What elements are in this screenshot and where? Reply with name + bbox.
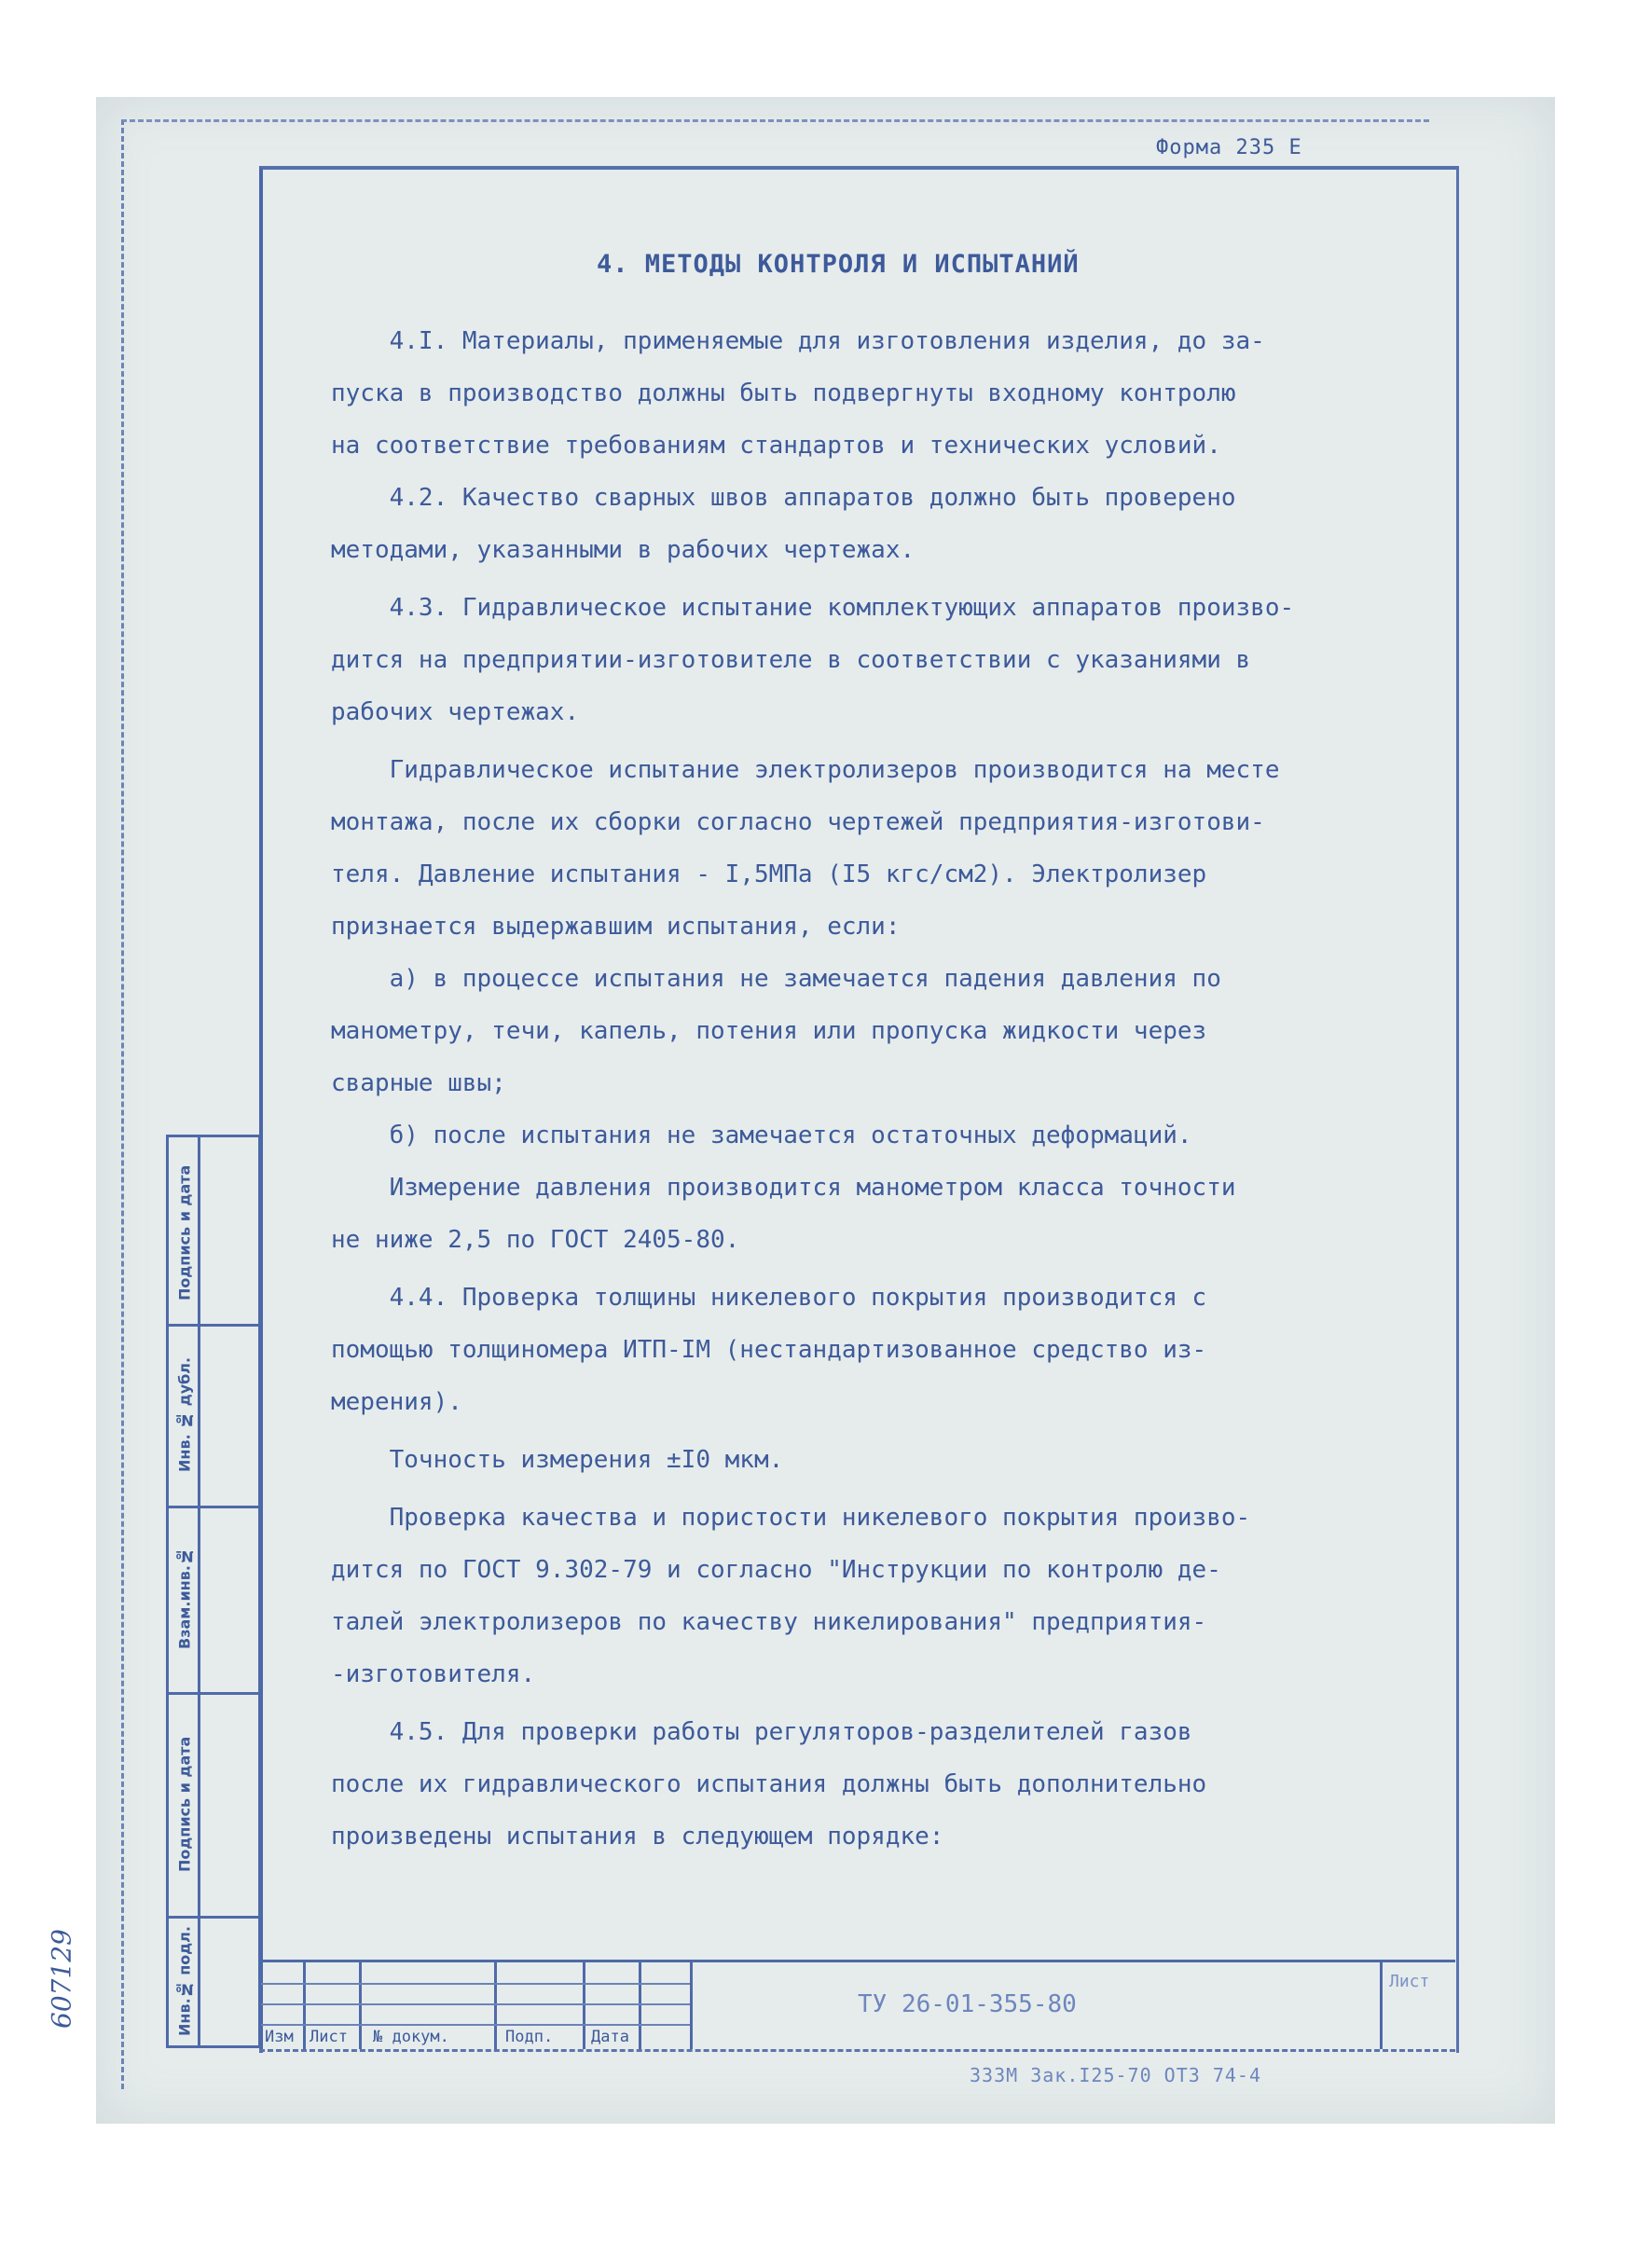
title-block-divider bbox=[583, 1962, 585, 2049]
title-block-izm: Изм bbox=[265, 2028, 294, 2046]
title-block-divider bbox=[494, 1962, 497, 2049]
print-order-note: ЗЗЗМ Зак.I25-70 ОТЗ 74-4 bbox=[970, 2064, 1261, 2086]
form-label: Форма 235 Е bbox=[1156, 136, 1302, 159]
title-block-divider bbox=[639, 1962, 641, 2049]
text-line: дится на предприятии-изготовителе в соответствии с указаниями в bbox=[331, 646, 1251, 674]
title-block-divider bbox=[690, 1962, 693, 2049]
text-line: рабочих чертежах. bbox=[331, 698, 580, 726]
title-block-row-line bbox=[261, 2003, 690, 2005]
text-line: помощью толщиномера ИТП-IМ (нестандартизованное средство из- bbox=[331, 1336, 1207, 1364]
text-line: мерения). bbox=[331, 1388, 462, 1416]
text-line: 4.I. Материалы, применяемые для изготовления изделия, до за- bbox=[331, 327, 1265, 355]
frame-bottom-line bbox=[259, 2049, 1455, 2052]
side-label-vzam-inv: Взам.инв.№ bbox=[175, 1548, 194, 1650]
text-line: Проверка качества и пористости никелевого покрытия произво- bbox=[331, 1504, 1251, 1532]
text-line: дится по ГОСТ 9.302-79 и согласно "Инструкции по контролю де- bbox=[331, 1556, 1221, 1584]
text-line: 4.3. Гидравлическое испытание комплектующих аппаратов произво- bbox=[331, 594, 1295, 622]
text-line: б) после испытания не замечается остаточных деформаций. bbox=[331, 1122, 1192, 1149]
text-line: 4.2. Качество сварных швов аппаратов должно быть проверено bbox=[331, 484, 1236, 512]
side-label-inv-dubl: Инв. № дубл. bbox=[175, 1356, 194, 1473]
side-divider bbox=[169, 1692, 258, 1695]
text-line: теля. Давление испытания - I,5МПа (I5 кгс/см2). Электролизер bbox=[331, 860, 1207, 888]
text-line: произведены испытания в следующем порядке: bbox=[331, 1823, 944, 1851]
text-line: пуска в производство должны быть подвергнуты входному контролю bbox=[331, 379, 1236, 407]
text-line: талей электролизеров по качеству никелирования" предприятия- bbox=[331, 1608, 1207, 1636]
title-block-list: Лист bbox=[310, 2028, 348, 2046]
text-line: Точность измерения ±I0 мкм. bbox=[331, 1446, 784, 1474]
text-line: методами, указанными в рабочих чертежах. bbox=[331, 536, 915, 564]
title-block-divider bbox=[303, 1962, 306, 2049]
text-line: манометру, течи, капель, потения или пропуска жидкости через bbox=[331, 1017, 1207, 1045]
side-divider bbox=[169, 1324, 258, 1327]
text-line: -изготовителя. bbox=[331, 1660, 536, 1688]
title-block bbox=[261, 1960, 1455, 2049]
text-line: признается выдержавшим испытания, если: bbox=[331, 913, 901, 941]
side-label-signature-date: Подпись и дата bbox=[175, 1736, 194, 1872]
text-line: а) в процессе испытания не замечается падения давления по bbox=[331, 965, 1221, 993]
body-text bbox=[331, 315, 1459, 1863]
title-block-row-line bbox=[261, 2024, 690, 2026]
text-line: Гидравлическое испытание электролизеров производится на месте bbox=[331, 756, 1280, 784]
title-block-divider bbox=[359, 1962, 362, 2049]
document-designation: ТУ 26-01-355-80 bbox=[858, 1990, 1077, 2018]
text-line: на соответствие требованиям стандартов и технических условий. bbox=[331, 432, 1221, 460]
title-block-signature: Подп. bbox=[505, 2028, 554, 2046]
section-title: 4. МЕТОДЫ КОНТРОЛЯ И ИСПЫТАНИЙ bbox=[597, 250, 1080, 279]
side-label-signature-date-top: Подпись и дата bbox=[175, 1164, 194, 1301]
title-block-doc-number: № докум. bbox=[373, 2028, 449, 2046]
text-line: сварные швы; bbox=[331, 1069, 506, 1097]
side-stamp-table bbox=[166, 1135, 261, 2048]
title-block-divider bbox=[1380, 1962, 1383, 2049]
side-divider bbox=[169, 1506, 258, 1508]
text-line: 4.5. Для проверки работы регуляторов-разделителей газов bbox=[331, 1718, 1192, 1746]
side-divider bbox=[169, 1916, 258, 1919]
inventory-number-handwritten: 607129 bbox=[46, 1929, 77, 2029]
text-line: не ниже 2,5 по ГОСТ 2405-80. bbox=[331, 1226, 740, 1254]
text-line: монтажа, после их сборки согласно чертежей предприятия-изготови- bbox=[331, 808, 1265, 836]
text-line: после их гидравлического испытания должны быть дополнительно bbox=[331, 1770, 1207, 1798]
title-block-row-line bbox=[261, 1983, 690, 1985]
text-line: 4.4. Проверка толщины никелевого покрытия производится с bbox=[331, 1284, 1207, 1312]
side-label-inv-podl: Инв.№ подл. bbox=[175, 1926, 194, 2036]
text-line: Измерение давления производится манометром класса точности bbox=[331, 1174, 1236, 1202]
sheet-label: Лист bbox=[1389, 1972, 1430, 1991]
title-block-date: Дата bbox=[591, 2028, 629, 2046]
